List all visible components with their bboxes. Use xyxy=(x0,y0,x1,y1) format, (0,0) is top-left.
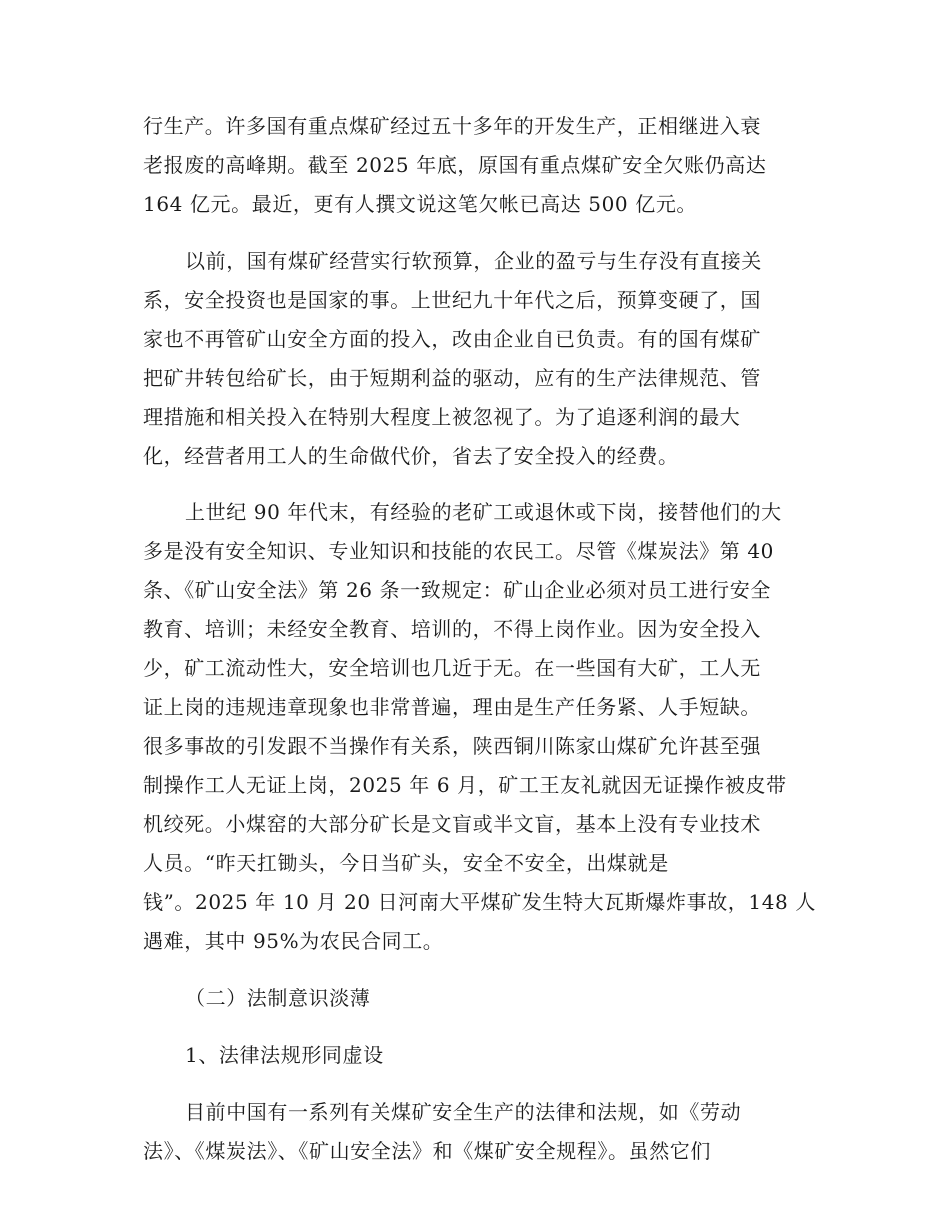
paragraph-line: 人员。“昨天扛锄头，今日当矿头，安全不安全，出煤就是 xyxy=(143,851,669,875)
paragraph-line: 以前，国有煤矿经营实行软预算，企业的盈亏与生存没有直接关 xyxy=(185,249,762,273)
paragraph-line: 行生产。许多国有重点煤矿经过五十多年的开发生产，正相继进入衰 xyxy=(143,114,761,138)
paragraph-line: 证上岗的违规违章现象也非常普遍，理由是生产任务紧、人手短缺。 xyxy=(143,695,761,719)
paragraph-line: 理措施和相关投入在特别大程度上被忽视了。为了追逐利润的最大 xyxy=(143,405,741,429)
paragraph-line: 法》、《煤炭法》、《矿山安全法》和《煤矿安全规程》。虽然它们 xyxy=(143,1139,711,1163)
paragraph-line: 机绞死。小煤窑的大部分矿长是文盲或半文盲，基本上没有专业技术 xyxy=(143,812,761,836)
paragraph-line: 很多事故的引发跟不当操作有关系，陕西铜川陈家山煤矿允许甚至强 xyxy=(143,734,761,758)
paragraph-line: 老报废的高峰期。截至 2025 年底，原国有重点煤矿安全欠账仍高达 xyxy=(143,153,767,177)
paragraph-line: 目前中国有一系列有关煤矿安全生产的法律和法规，如《劳动 xyxy=(185,1100,742,1124)
paragraph-line: 上世纪 90 年代末，有经验的老矿工或退休或下岗，接替他们的大 xyxy=(185,500,782,524)
section-heading: （二）法制意识淡薄 xyxy=(185,986,371,1010)
paragraph-line: 少，矿工流动性大，安全培训也几近于无。在一些国有大矿，工人无 xyxy=(143,656,761,680)
paragraph-line: 把矿井转包给矿长，由于短期利益的驱动，应有的生产法律规范、管 xyxy=(143,366,761,390)
paragraph-line: 遇难，其中 95%为农民合同工。 xyxy=(143,929,444,953)
paragraph-line: 系，安全投资也是国家的事。上世纪九十年代之后，预算变硬了，国 xyxy=(143,288,761,312)
paragraph-line: 条、《矿山安全法》第 26 条一致规定：矿山企业必须对员工进行安全 xyxy=(143,578,771,602)
paragraph-line: 教育、培训；未经安全教育、培训的，不得上岗作业。因为安全投入 xyxy=(143,617,761,641)
paragraph-line: 家也不再管矿山安全方面的投入，改由企业自已负责。有的国有煤矿 xyxy=(143,327,761,351)
subsection-heading: 1、法律法规形同虚设 xyxy=(185,1043,384,1067)
paragraph-line: 钱”。2025 年 10 月 20 日河南大平煤矿发生特大瓦斯爆炸事故，148 人 xyxy=(143,890,816,914)
paragraph-line: 化，经营者用工人的生命做代价，省去了安全投入的经费。 xyxy=(143,444,679,468)
paragraph-line: 多是没有安全知识、专业知识和技能的农民工。尽管《煤炭法》第 40 xyxy=(143,539,775,563)
paragraph-line: 164 亿元。最近，更有人撰文说这笔欠帐已高达 500 亿元。 xyxy=(143,192,698,216)
paragraph-line: 制操作工人无证上岗，2025 年 6 月，矿工王友礼就因无证操作被皮带 xyxy=(143,773,787,797)
